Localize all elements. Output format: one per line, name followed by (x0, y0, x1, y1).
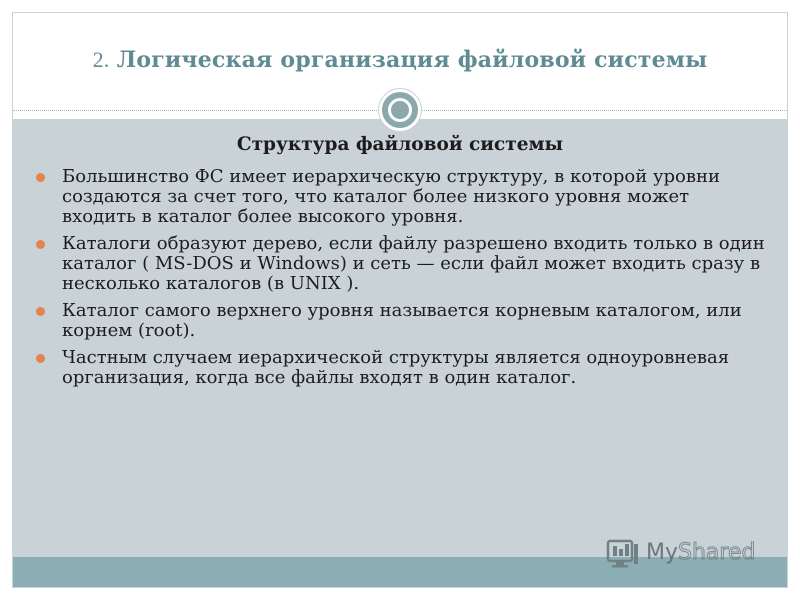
logo-text-my: My (646, 540, 679, 565)
bullet-item (36, 234, 766, 294)
slide-title (13, 47, 787, 73)
bullet-item (36, 301, 766, 341)
decorative-circle-icon (379, 89, 421, 131)
myshared-logo-icon (606, 538, 640, 570)
bullet-list (36, 167, 766, 395)
bullet-dot-icon (36, 173, 45, 182)
bullet-dot-icon (36, 307, 45, 316)
bullet-dot-icon (36, 240, 45, 249)
bullet-text: Каталог самого верхнего уровня называется корневым каталогом, или корнем (root). (62, 300, 742, 341)
bullet-dot-icon (36, 354, 45, 363)
bullet-text: Большинство ФС имеет иерархическую структуру, в которой уровни создаются за счет того, что каталог более низкого уровня может входить в каталог более высокого уровня. (62, 166, 721, 227)
bullet-text: Каталоги образуют дерево, если файлу разрешено входить только в один каталог ( MS-DOS и Windows) и сеть — если файл может входить сразу в несколько каталогов (в UNIX ). (62, 233, 765, 294)
slide-subtitle: Структура файловой системы (236, 134, 564, 155)
myshared-logo (606, 536, 776, 572)
title-text: Логическая организация файловой системы (116, 47, 708, 73)
bullet-item (36, 348, 766, 388)
bullet-text: Частным случаем иерархической структуры является одноуровневая организация, когда все файлы входят в один каталог. (62, 347, 730, 388)
bullet-item (36, 167, 766, 227)
title-number: 2. (92, 47, 110, 72)
myshared-logo-text (646, 540, 755, 565)
logo-text-shared: Shared (678, 540, 756, 565)
